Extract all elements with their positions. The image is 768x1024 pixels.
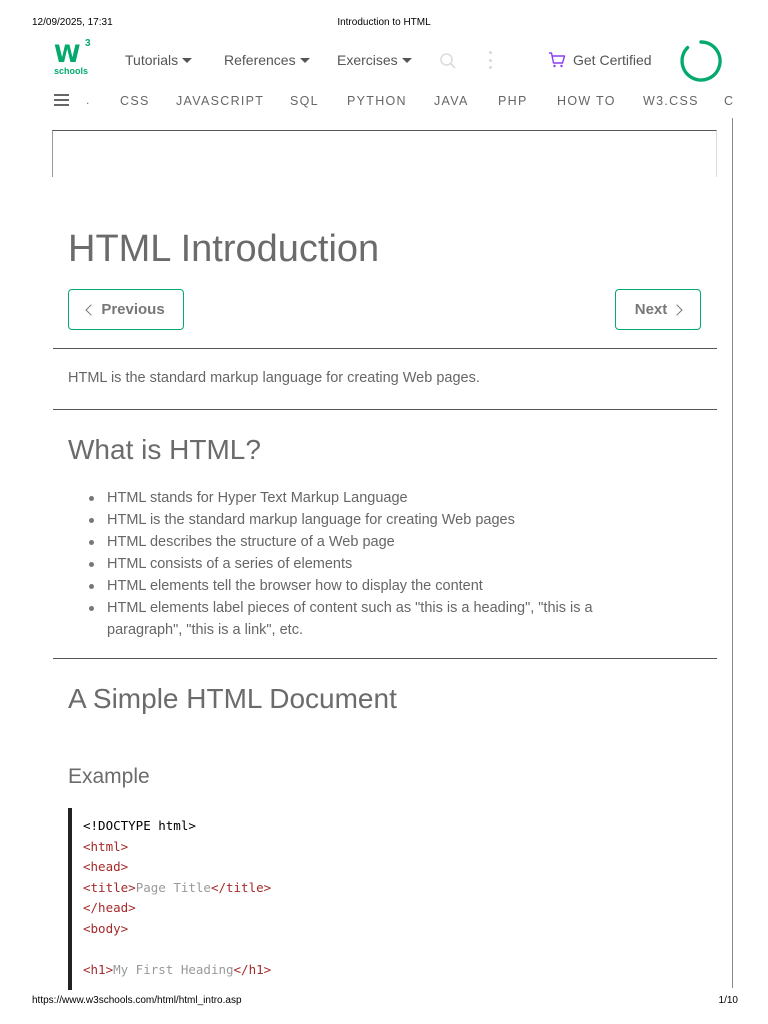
code-line: <title>Page Title</title> xyxy=(83,879,272,895)
what-is-html-heading: What is HTML? xyxy=(68,434,261,465)
caret-down-icon xyxy=(402,58,412,63)
get-certified-button[interactable] xyxy=(548,51,652,69)
subnav-item-python[interactable]: PYTHON xyxy=(347,94,407,108)
chevron-right-icon xyxy=(672,304,683,315)
next-label: Next xyxy=(634,301,668,318)
hamburger-menu-icon[interactable] xyxy=(54,94,69,106)
divider xyxy=(53,348,717,349)
subnav-item-java[interactable]: JAVA xyxy=(434,94,469,108)
subnav-item-css[interactable]: CSS xyxy=(120,94,150,108)
next-button[interactable] xyxy=(615,289,701,330)
get-certified-label: Get Certified xyxy=(573,52,652,68)
search-icon[interactable] xyxy=(439,52,457,70)
intro-text: HTML is the standard markup language for creating Web pages. xyxy=(68,370,480,386)
logo-sub: schools xyxy=(54,66,89,76)
example-heading: Example xyxy=(68,765,150,788)
divider xyxy=(53,658,717,659)
code-line: <head> xyxy=(83,859,129,874)
chevron-left-icon xyxy=(86,304,97,315)
print-page-number: 1/10 xyxy=(718,995,738,1006)
code-line: <!DOCTYPE html> xyxy=(83,818,196,833)
w3schools-logo[interactable] xyxy=(52,40,96,80)
list-item: HTML is the standard markup language for creating Web pages xyxy=(88,509,648,531)
list-item: HTML elements label pieces of content such as "this is a heading", "this is a paragraph", "this is a link", etc. xyxy=(88,597,648,641)
code-line: <h1>My First Heading</h1> xyxy=(83,961,272,977)
list-item: HTML elements tell the browser how to display the content xyxy=(88,575,648,597)
print-url: https://www.w3schools.com/html/html_intro.asp xyxy=(32,995,242,1006)
previous-label: Previous xyxy=(101,301,165,318)
subnav-item-how-to[interactable]: HOW TO xyxy=(557,94,616,108)
caret-down-icon xyxy=(182,58,192,63)
list-item: HTML consists of a series of elements xyxy=(88,553,648,575)
list-item: HTML describes the structure of a Web page xyxy=(88,531,648,553)
caret-down-icon xyxy=(300,58,310,63)
subnav-dot: . xyxy=(86,93,90,107)
cart-icon xyxy=(548,51,566,69)
subnav-item-sql[interactable]: SQL xyxy=(290,94,319,108)
exercises-label: Exercises xyxy=(337,52,398,68)
subnav-item-javascript[interactable]: JAVASCRIPT xyxy=(176,94,265,108)
references-label: References xyxy=(224,52,296,68)
code-line: <body> xyxy=(83,920,129,936)
loading-ring-icon xyxy=(679,39,723,83)
subnav-item-w3css[interactable]: W3.CSS xyxy=(643,94,699,108)
what-is-html-list xyxy=(88,487,648,641)
subnav-item-php[interactable]: PHP xyxy=(498,94,528,108)
subnav-item-c[interactable]: C xyxy=(724,94,735,108)
print-date: 12/09/2025, 17:31 xyxy=(32,17,113,28)
page-title: HTML Introduction xyxy=(68,228,380,270)
list-item: HTML stands for Hyper Text Markup Language xyxy=(88,487,648,509)
code-line: <html> xyxy=(83,838,129,854)
scrollbar-line xyxy=(732,118,733,988)
print-title: Introduction to HTML xyxy=(337,17,431,28)
exercises-menu[interactable] xyxy=(337,52,412,68)
previous-button[interactable] xyxy=(68,289,184,330)
code-line: </head> xyxy=(83,900,136,915)
logo-main: W xyxy=(54,40,80,68)
code-example xyxy=(68,808,718,990)
divider xyxy=(53,409,717,410)
logo-sup: 3 xyxy=(85,38,91,49)
references-menu[interactable] xyxy=(224,52,310,68)
simple-document-heading: A Simple HTML Document xyxy=(68,683,397,714)
tutorials-label: Tutorials xyxy=(125,52,179,68)
ad-placeholder xyxy=(52,130,717,177)
tutorials-menu[interactable] xyxy=(125,52,192,68)
code-line-blank xyxy=(83,939,718,960)
more-options-icon[interactable] xyxy=(487,51,493,69)
